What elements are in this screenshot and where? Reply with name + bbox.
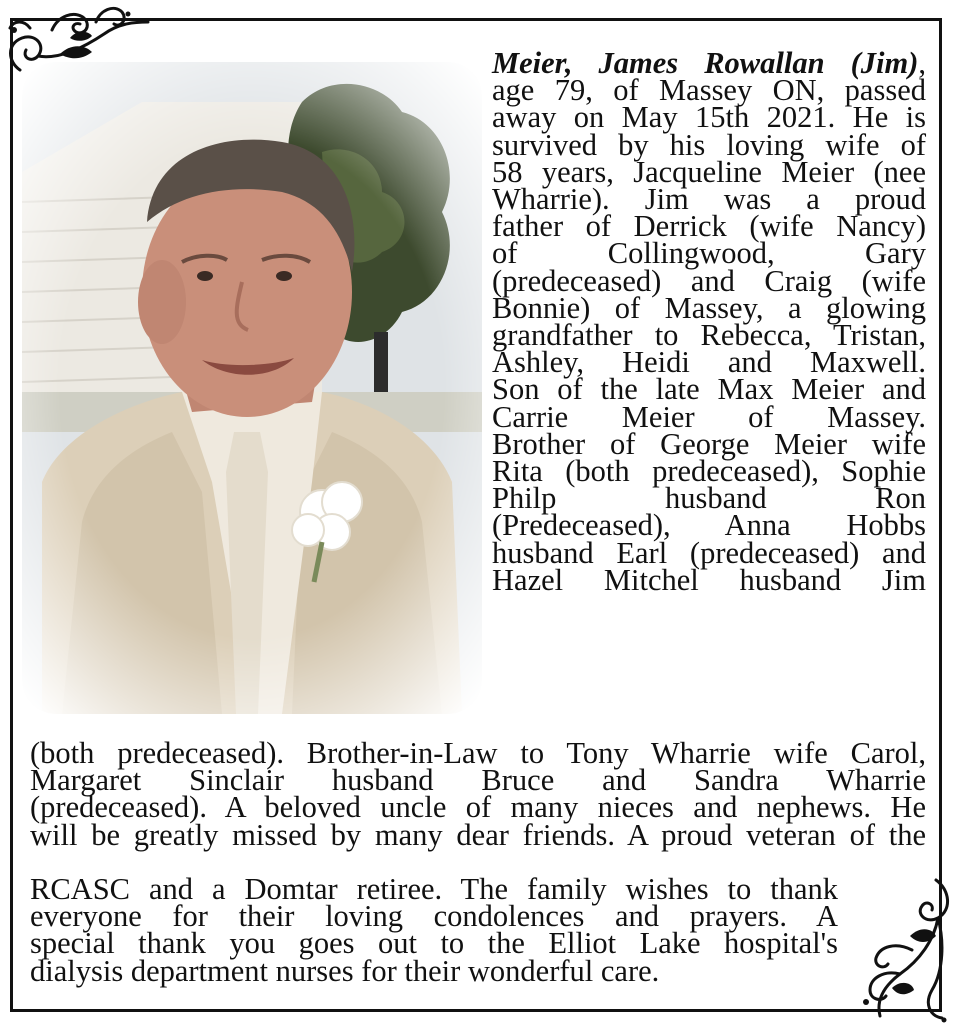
text-line: everyone for their loving condolences and prayers. A	[30, 899, 838, 934]
text-line: age 79, of Massey ON, passed	[492, 73, 926, 108]
text-line: grandfather to Rebecca, Tristan,	[492, 318, 926, 353]
text-line: Hazel Mitchel husband Jim	[492, 562, 926, 597]
text-line: special thank you goes out to the Elliot Lake hospital's	[30, 926, 838, 961]
text-line: survived by his loving wife of	[492, 127, 926, 162]
text-line: 58 years, Jacqueline Meier (nee	[492, 154, 926, 189]
text-line: (Predeceased), Anna Hobbs	[492, 508, 926, 543]
text-line: (predeceased). A beloved uncle of many nieces and nephews. He	[30, 790, 926, 825]
text-line: Philp husband Ron	[492, 481, 926, 516]
text-line: Carrie Meier of Massey.	[492, 399, 926, 434]
text-line: Wharrie). Jim was a proud	[492, 182, 926, 217]
text-line: (both predeceased). Brother-in-Law to Tony Wharrie wife Carol,	[30, 736, 926, 770]
obituary-text-top	[492, 46, 926, 597]
portrait-photo	[22, 62, 482, 714]
text-line: Margaret Sinclair husband Bruce and Sandra Wharrie	[30, 763, 926, 798]
text-line: RCASC and a Domtar retiree. The family wishes to thank	[30, 872, 838, 906]
text-line: Ashley, Heidi and Maxwell.	[492, 345, 926, 380]
text-line: Bonnie) of Massey, a glowing	[492, 290, 926, 325]
obituary-text-bottom	[30, 736, 926, 852]
text-line: Son of the late Max Meier and	[492, 372, 926, 407]
text-line: dialysis department nurses for their wonderful care.	[30, 953, 660, 988]
text-line: Meier, James Rowallan (Jim),	[492, 46, 926, 80]
text-line: husband Earl (predeceased) and	[492, 535, 926, 570]
obituary-text-tail	[30, 872, 838, 988]
text-line: Rita (both predeceased), Sophie	[492, 454, 926, 489]
text-line: (predeceased) and Craig (wife	[492, 263, 926, 298]
text-line: of Collingwood, Gary	[492, 236, 926, 271]
text-line: will be greatly missed by many dear friends. A proud veteran of the	[30, 817, 926, 852]
text-line: away on May 15th 2021. He is	[492, 100, 926, 135]
deceased-name: Meier, James Rowallan (Jim)	[492, 46, 919, 80]
text-line: father of Derrick (wife Nancy)	[492, 209, 926, 244]
flourish-ornament-icon	[840, 870, 956, 1024]
text-line: Brother of George Meier wife	[492, 426, 926, 461]
